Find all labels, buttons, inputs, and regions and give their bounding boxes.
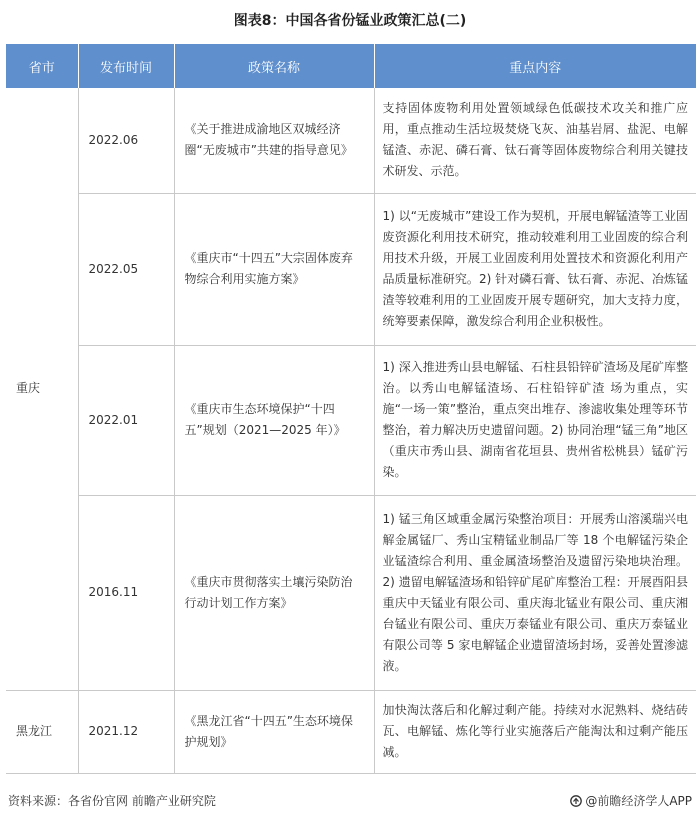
cell-key-content: 1) 锰三角区域重金属污染整治项目：开展秀山溶溪瑞兴电解金属锰厂、秀山宝精锰业制品厂等 18 个电解锰污染企业锰渣综合利用、重金属渣场整治及遗留污染地块治理。2) 遗留电解锰渣场和铅锌矿尾矿库整治工程：开展酉阳县重庆中天锰业有限公司、重庆海北锰业有限公司、重庆湘台锰业有限公司、重庆万泰锰业有限公司、重庆万泰锰业有限公司等 5 家电解锰企业遗留渣场封场，妥善处置渗滤液。 [374,495,696,690]
brand-credit [570,792,692,809]
header-date: 发布时间 [78,44,174,88]
table-row [6,88,696,193]
table-row [6,193,696,345]
header-province: 省市 [6,44,78,88]
cell-policy-name: 《重庆市贯彻落实土壤污染防治行动计划工作方案》 [174,495,374,690]
cell-policy-name: 《黑龙江省“十四五”生态环境保护规划》 [174,690,374,773]
cell-policy-name: 《重庆市“十四五”大宗固体废弃物综合利用实施方案》 [174,193,374,345]
cell-date: 2016.11 [78,495,174,690]
cell-province: 重庆 [6,88,78,690]
table-header-row [6,44,696,88]
cell-key-content: 加快淘汰落后和化解过剩产能。持续对水泥熟料、烧结砖瓦、电解锰、炼化等行业实施落后产能淘汰和过剩产能压减。 [374,690,696,773]
policy-table [6,44,696,774]
cell-date: 2021.12 [78,690,174,773]
cell-policy-name: 《关于推进成渝地区双城经济圈“无废城市”共建的指导意见》 [174,88,374,193]
cell-key-content: 支持固体废物利用处置领域绿色低碳技术攻关和推广应用，重点推动生活垃圾焚烧飞灰、油基岩屑、盐泥、电解锰渣、赤泥、磷石膏、钛石膏等固体废物综合利用关键技术研发、示范。 [374,88,696,193]
source-note: 资料来源：各省份官网 前瞻产业研究院 [8,794,216,808]
cell-key-content: 1) 以“无废城市”建设工作为契机，开展电解锰渣等工业固废资源化利用技术研究，推动较难利用工业固废的综合利用技术升级，开展工业固废利用处置技术和资源化利用产品质量标准研究。2) 针对磷石膏、钛石膏、赤泥、冶炼锰渣等较难利用的工业固废开展专题研究，加大支持力度，统筹要素保障，激发综合利用企业积极性。 [374,193,696,345]
table-row [6,345,696,495]
cell-date: 2022.05 [78,193,174,345]
cell-date: 2022.01 [78,345,174,495]
qianzhan-logo-icon [570,795,582,807]
cell-key-content: 1) 深入推进秀山县电解锰、石柱县铅锌矿渣场及尾矿库整治。以秀山电解锰渣场、石柱铅锌矿渣 场为重点，实施“一场一策”整治，重点突出堆存、渗滤收集处理等环节整治，着力解决历史遗留问题。2) 协同治理“锰三角”地区（重庆市秀山县、湖南省花垣县、贵州省松桃县）锰矿污染。 [374,345,696,495]
table-row [6,690,696,773]
cell-date: 2022.06 [78,88,174,193]
cell-policy-name: 《重庆市生态环境保护“十四五”规划（2021—2025 年）》 [174,345,374,495]
header-policy-name: 政策名称 [174,44,374,88]
chart-title: 图表8：中国各省份锰业政策汇总(二) [233,13,467,29]
header-key-content: 重点内容 [374,44,696,88]
brand-label: @前瞻经济学人APP [585,794,692,808]
table-row [6,495,696,690]
cell-province: 黑龙江 [6,690,78,773]
